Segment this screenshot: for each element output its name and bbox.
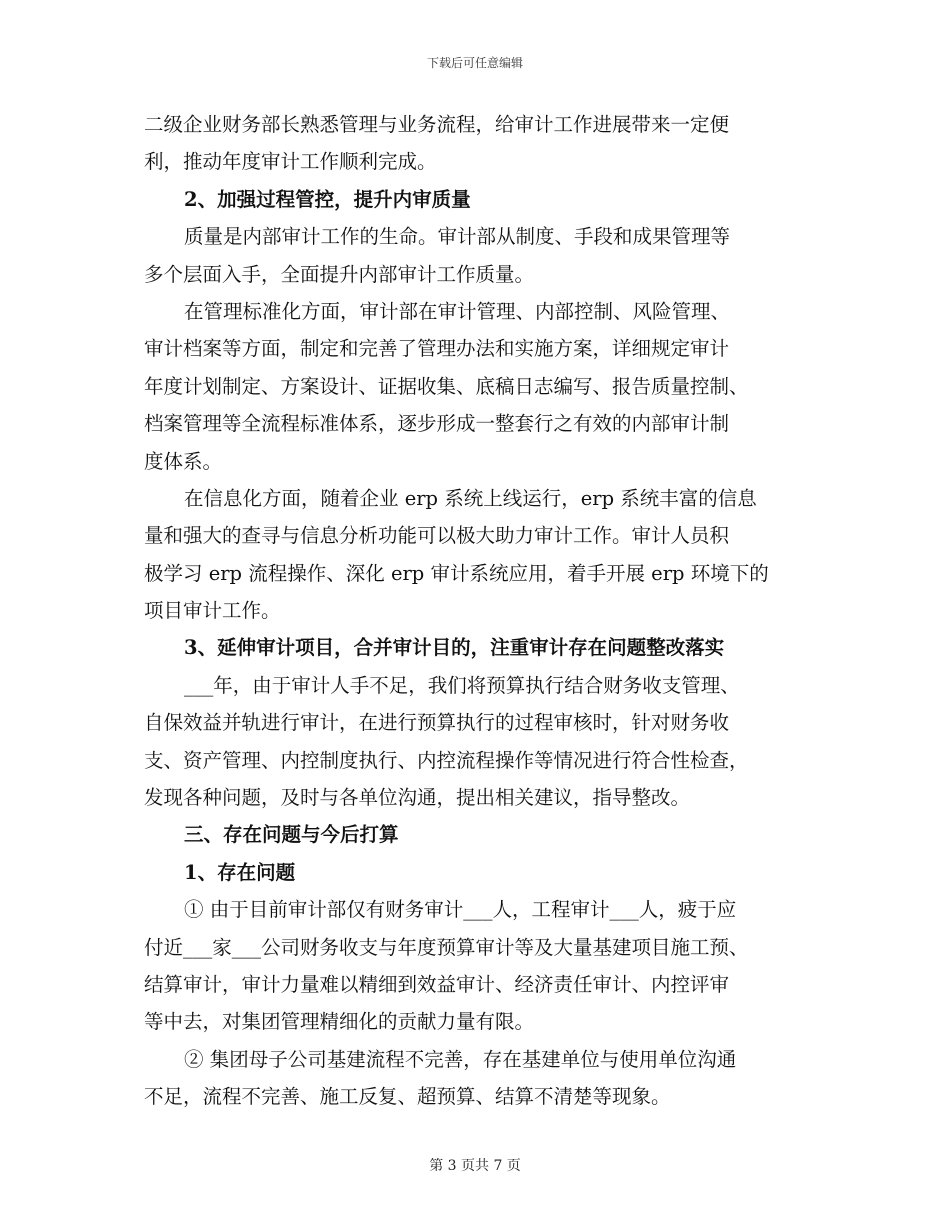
text-line: 在信息化方面，随着企业 erp 系统上线运行，erp 系统丰富的信息 xyxy=(184,486,757,510)
text-line: ① 由于目前审计部仅有财务审计___人，工程审计___人，疲于应 xyxy=(184,898,737,922)
text-line: 度体系。 xyxy=(144,449,223,473)
text-line: 支、资产管理、内控制度执行、内控流程操作等情况进行符合性检查， xyxy=(144,748,749,772)
section-heading: 3、延伸审计项目，合并审计目的，注重审计存在问题整改落实 xyxy=(184,636,725,660)
text-line: 不足，流程不完善、施工反复、超预算、结算不清楚等现象。 xyxy=(144,1085,671,1109)
text-line: 审计档案等方面，制定和完善了管理办法和实施方案，详细规定审计 xyxy=(144,337,730,361)
text-line: 等中去，对集团管理精细化的贡献力量有限。 xyxy=(144,1010,535,1034)
text-line: 多个层面入手，全面提升内部审计工作质量。 xyxy=(144,262,535,286)
text-line: 利，推动年度审计工作顺利完成。 xyxy=(144,150,437,174)
section-heading: 1、存在问题 xyxy=(184,860,296,884)
text-line: 质量是内部审计工作的生命。审计部从制度、手段和成果管理等 xyxy=(184,225,731,249)
body-text xyxy=(144,106,812,1116)
text-line: 年度计划制定、方案设计、证据收集、底稿日志编写、报告质量控制、 xyxy=(144,374,749,398)
text-line: 量和强大的查寻与信息分析功能可以极大助力审计工作。审计人员积 xyxy=(144,524,730,548)
text-line: 极学习 erp 流程操作、深化 erp 审计系统应用，着手开展 erp 环境下的 xyxy=(144,561,769,585)
section-heading: 2、加强过程管控，提升内审质量 xyxy=(184,187,471,211)
text-line: 自保效益并轨进行审计，在进行预算执行的过程审核时，针对财务收 xyxy=(144,711,730,735)
page-number: 第 3 页共 7 页 xyxy=(429,1158,521,1174)
text-line: 付近___家___公司财务收支与年度预算审计等及大量基建项目施工预、 xyxy=(144,935,749,959)
text-line: 二级企业财务部长熟悉管理与业务流程，给审计工作进展带来一定便 xyxy=(144,113,730,136)
section-heading: 三、存在问题与今后打算 xyxy=(184,823,399,847)
text-line: 档案管理等全流程标准体系，逐步形成一整套行之有效的内部审计制 xyxy=(144,412,730,436)
text-line: 发现各种问题，及时与各单位沟通，提出相关建议，指导整改。 xyxy=(144,786,691,810)
text-line: 项目审计工作。 xyxy=(144,599,281,623)
text-line: ___年，由于审计人手不足，我们将预算执行结合财务收支管理、 xyxy=(184,673,740,697)
text-line: 结算审计，审计力量难以精细到效益审计、经济责任审计、内控评审 xyxy=(144,972,730,996)
text-line: 在管理标准化方面，审计部在审计管理、内部控制、风险管理、 xyxy=(184,299,731,323)
text-line: ② 集团母子公司基建流程不完善，存在基建单位与使用单位沟通 xyxy=(184,1047,737,1071)
header-note: 下载后可任意编辑 xyxy=(426,56,523,70)
